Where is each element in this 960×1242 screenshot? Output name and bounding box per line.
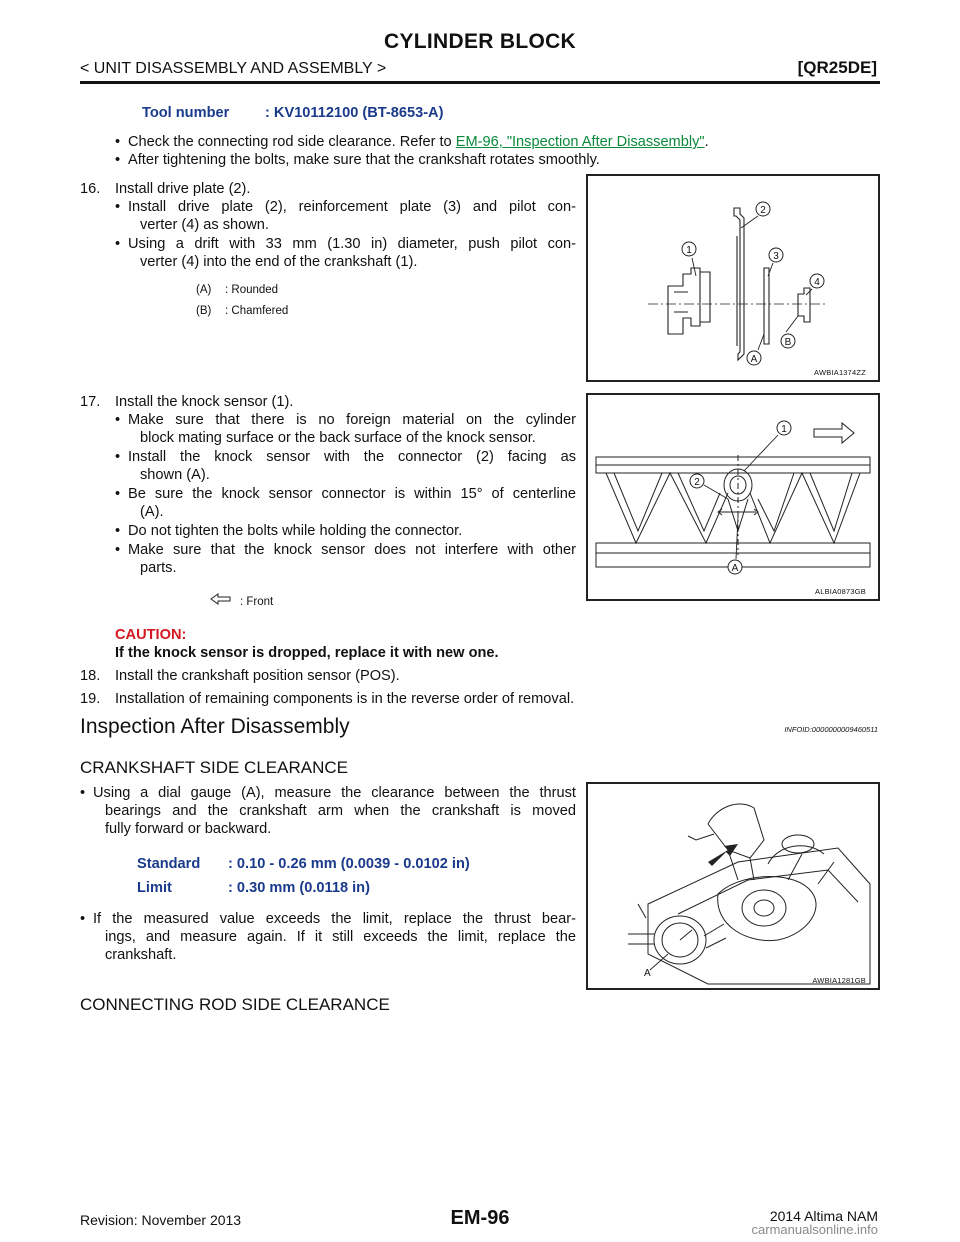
standard-value: : 0.10 - 0.26 mm (0.0039 - 0.0102 in) (228, 856, 470, 872)
knock-sensor-illustration (588, 395, 878, 599)
bullet-line: Be sure the knock sensor connector is within 15° of centerline (128, 486, 576, 502)
section-breadcrumb: < UNIT DISASSEMBLY AND ASSEMBLY > (80, 60, 387, 77)
dial-gauge-figure (586, 782, 880, 990)
bullet-line: verter (4) as shown. (140, 217, 269, 233)
bullet-line: verter (4) into the end of the crankshaft (1). (140, 254, 418, 270)
step-number: 19. (80, 691, 101, 707)
drive-plate-illustration (588, 176, 878, 380)
bullet-line: Install drive plate (2), reinforcement plate (3) and pilot con- (128, 199, 576, 215)
bullet-dot: • (115, 134, 121, 150)
bullet-dot: • (115, 199, 121, 215)
legend-value: : Chamfered (225, 305, 289, 317)
revision-date: Revision: November 2013 (80, 1212, 242, 1228)
subsection-heading: CONNECTING ROD SIDE CLEARANCE (80, 995, 390, 1014)
bullet-line: Using a dial gauge (A), measure the clearance between the thrust (93, 785, 576, 801)
info-id: INFOID:0000000009460511 (784, 725, 878, 734)
bullet-check-clearance: Check the connecting rod side clearance. Refer to EM-96, "Inspection After Disassembly". (128, 134, 709, 150)
bullet-dot: • (115, 449, 121, 465)
engine-code: [QR25DE] (797, 58, 877, 77)
bullet-line: ings, and measure again. If it still exceeds the limit, replace the (105, 929, 576, 945)
caution-title: CAUTION: (115, 627, 187, 643)
callout-a: A (644, 968, 651, 979)
bullet-line: crankshaft. (105, 947, 177, 963)
figure-code: ALBIA0873GB (815, 587, 866, 596)
figure-code: AWBIA1374ZZ (814, 368, 866, 377)
page-number: EM-96 (450, 1207, 510, 1229)
legend-front: : Front (240, 596, 274, 608)
bullet-line: block mating surface or the back surface of the knock sensor. (140, 430, 536, 446)
bullet-dot: • (115, 236, 121, 252)
bullet-line: parts. (140, 560, 177, 576)
bullet-dot: • (80, 911, 86, 927)
bullet-line: shown (A). (140, 467, 210, 483)
bullet-line: Do not tighten the bolts while holding the connector. (128, 523, 463, 539)
tool-number-label: Tool number (142, 105, 230, 121)
step-text: Install the knock sensor (1). (115, 394, 294, 410)
front-arrow-icon (210, 593, 232, 605)
bullet-dot: • (115, 412, 121, 428)
bullet-line: (A). (140, 504, 164, 520)
section-heading: Inspection After Disassembly (80, 715, 350, 738)
legend-key: (A) (196, 284, 212, 296)
caution-text: If the knock sensor is dropped, replace it with new one. (115, 645, 499, 661)
step-text: Install drive plate (2). (115, 181, 251, 197)
step-text: Install the crankshaft position sensor (POS). (115, 668, 400, 684)
inspection-link[interactable]: EM-96, "Inspection After Disassembly" (455, 134, 705, 150)
bullet-line: fully forward or backward. (105, 821, 272, 837)
bullet-dot: • (115, 523, 121, 539)
legend-value: : Rounded (225, 284, 279, 296)
page-title: CYLINDER BLOCK (383, 30, 577, 53)
drive-plate-figure (586, 174, 880, 382)
legend-key: (B) (196, 305, 212, 317)
bullet-line: Make sure that the knock sensor does not interfere with other (128, 542, 576, 558)
step-number: 17. (80, 394, 101, 410)
tool-number-value: : KV10112100 (BT-8653-A) (265, 105, 444, 121)
bullet-line: Using a drift with 33 mm (1.30 in) diameter, push pilot con- (128, 236, 576, 252)
svg-text:3: 3 (773, 251, 779, 262)
knock-sensor-figure (586, 393, 880, 601)
bullet-dot: • (115, 152, 121, 168)
bullet-dot: • (115, 542, 121, 558)
step-number: 18. (80, 668, 101, 684)
svg-text:2: 2 (694, 477, 700, 488)
bullet-dot: • (115, 486, 121, 502)
svg-text:1: 1 (686, 245, 692, 256)
limit-label: Limit (137, 880, 172, 896)
step-number: 16. (80, 181, 101, 197)
step-text: Installation of remaining components is in the reverse order of removal. (115, 691, 575, 707)
watermark: carmanualsonline.info (751, 1222, 878, 1237)
bullet-line: bearings and the crankshaft arm when the crankshaft is moved (105, 803, 576, 819)
bullet-dot: • (80, 785, 86, 801)
limit-value: : 0.30 mm (0.0118 in) (228, 880, 370, 896)
figure-code: AWBIA1281GB (812, 976, 866, 985)
model-name: 2014 Altima NAM (769, 1208, 878, 1224)
svg-text:B: B (784, 337, 792, 348)
bullet-line: Install the knock sensor with the connector (2) facing as (128, 449, 576, 465)
bullet-line: Make sure that there is no foreign material on the cylinder (128, 412, 576, 428)
svg-text:4: 4 (814, 277, 820, 288)
svg-text:A: A (731, 563, 739, 574)
bullet-rotate: After tightening the bolts, make sure that the crankshaft rotates smoothly. (128, 152, 600, 168)
svg-text:1: 1 (781, 424, 787, 435)
header-rule (80, 81, 880, 84)
subsection-heading: CRANKSHAFT SIDE CLEARANCE (80, 758, 348, 777)
dial-gauge-illustration (588, 784, 878, 988)
svg-text:2: 2 (760, 205, 766, 216)
bullet-line: If the measured value exceeds the limit, replace the thrust bear- (93, 911, 576, 927)
svg-text:A: A (750, 354, 758, 365)
standard-label: Standard (137, 856, 201, 872)
